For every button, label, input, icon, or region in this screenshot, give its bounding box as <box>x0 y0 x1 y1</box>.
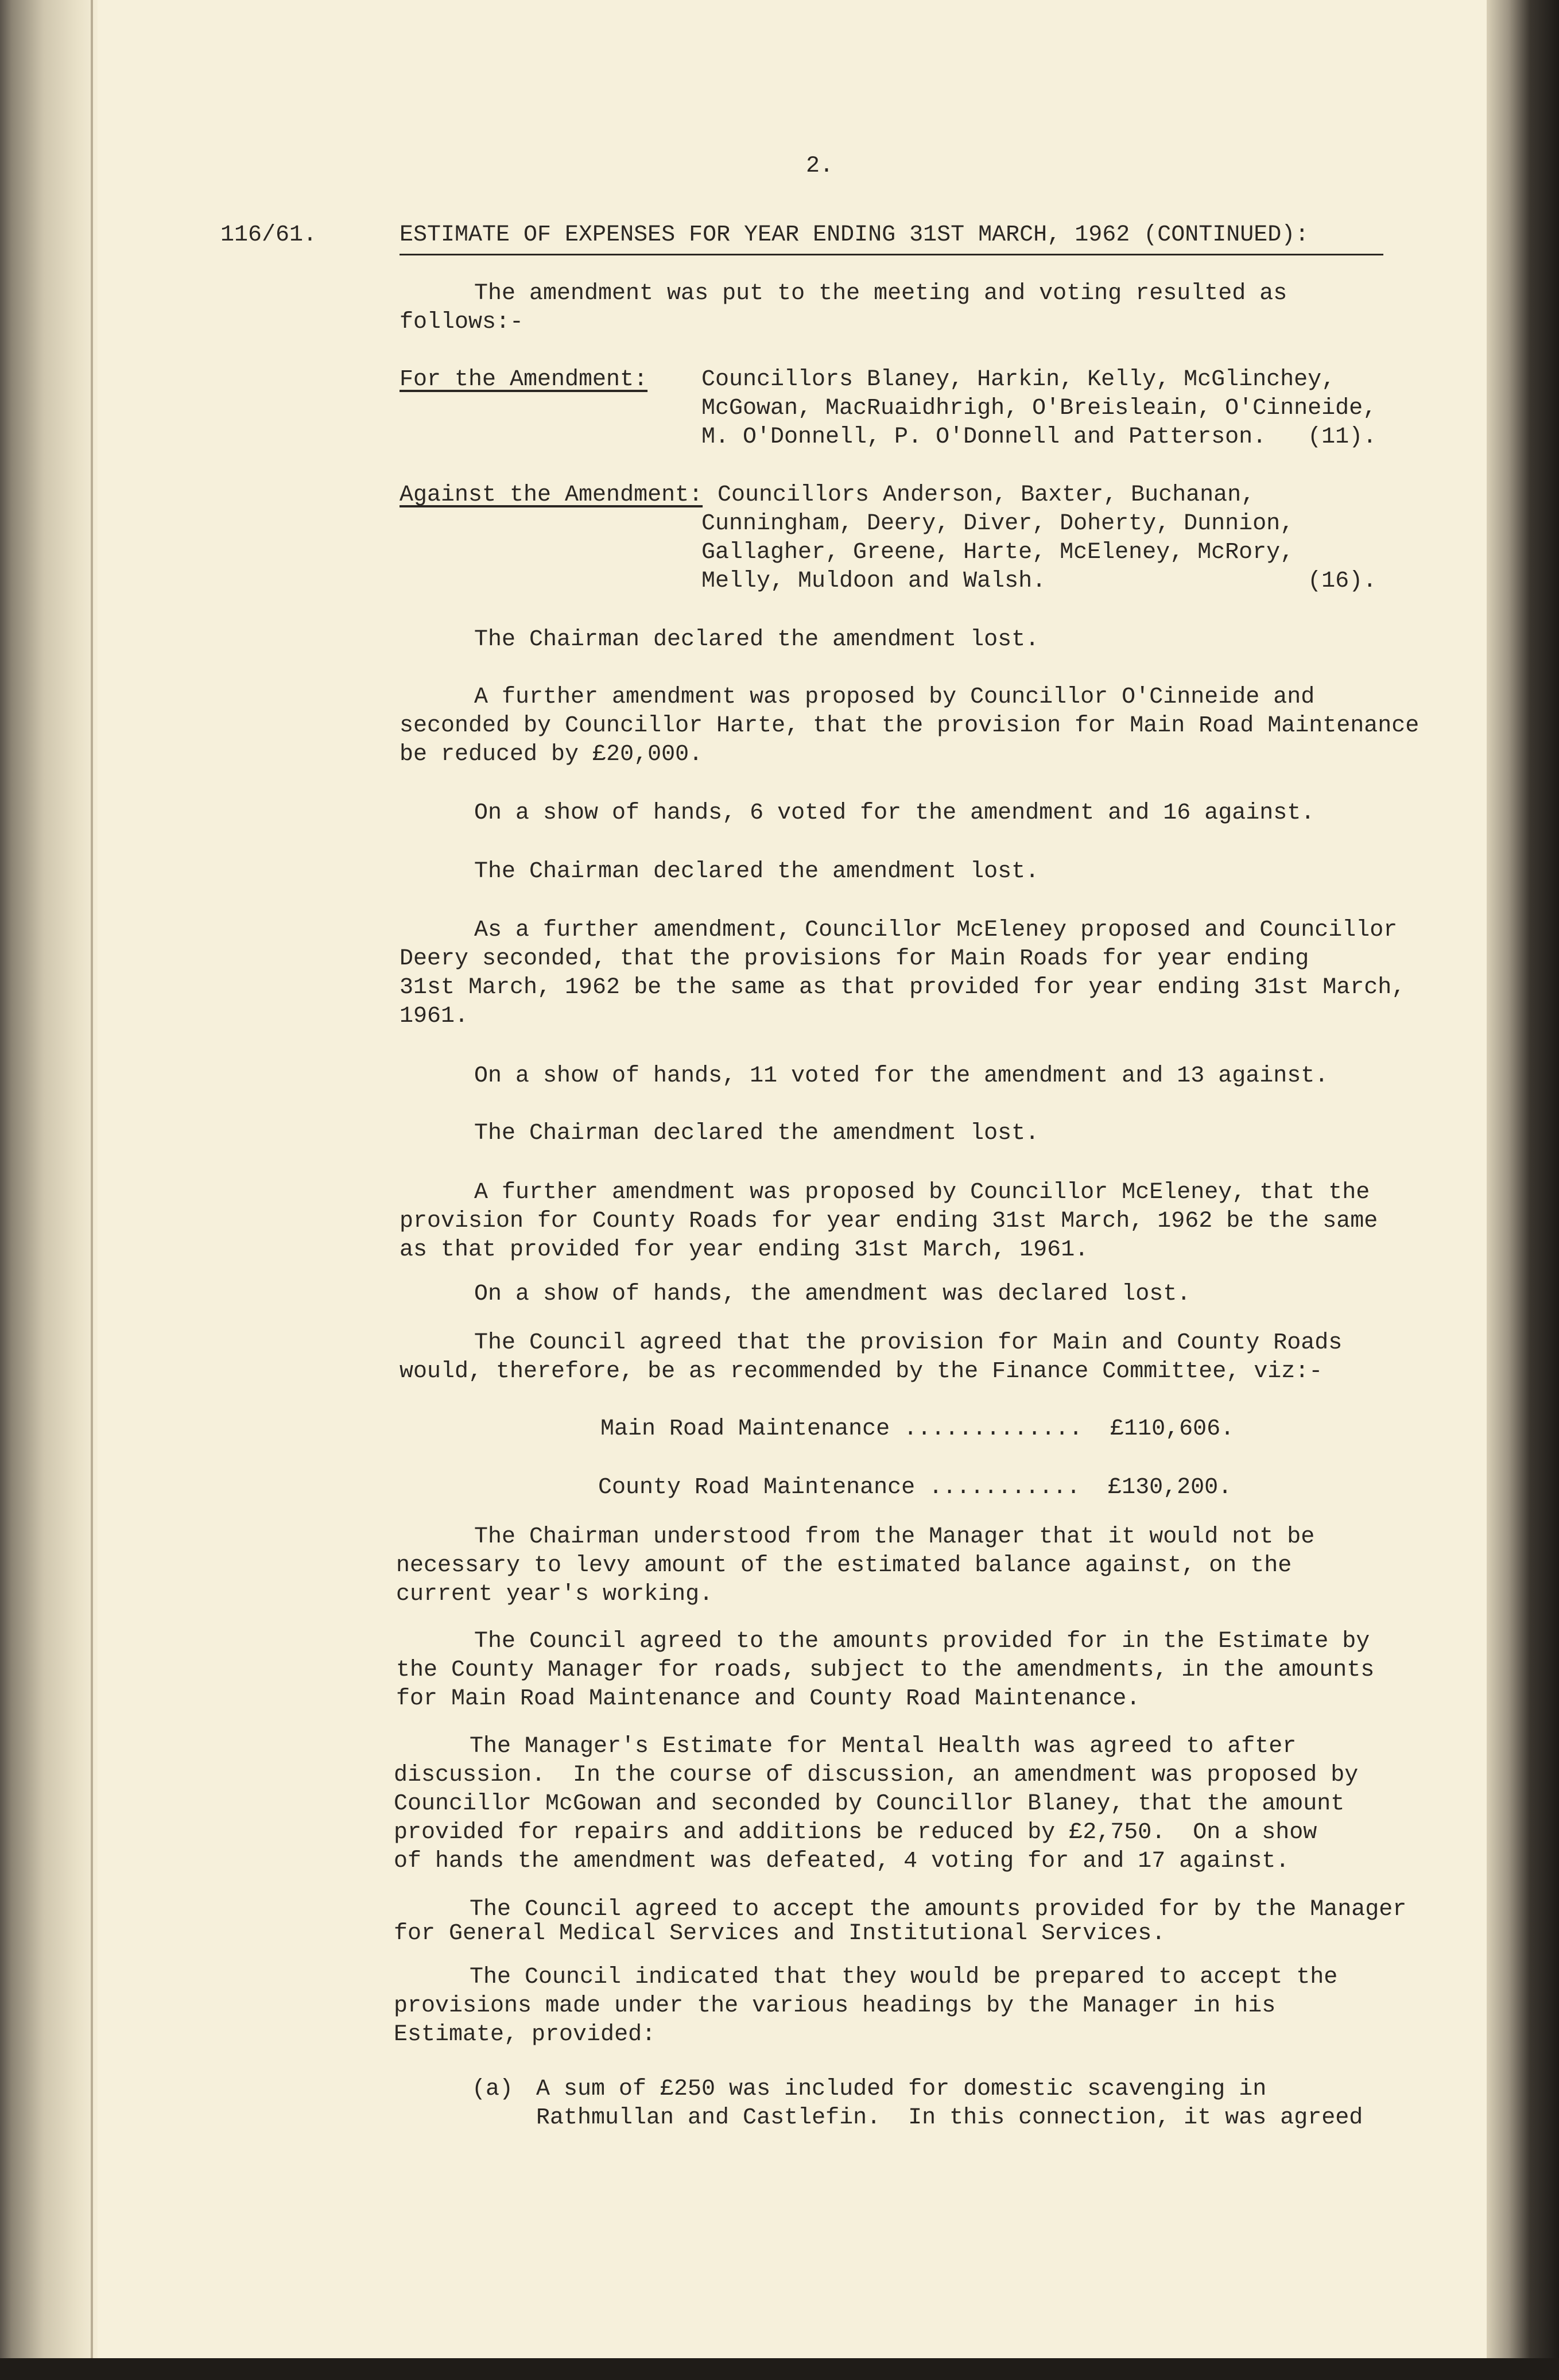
paragraph-line: provision for County Roads for year ending 31st March, 1962 be the same <box>400 1208 1378 1234</box>
minute-number: 116/61. <box>220 222 317 248</box>
paragraph-line: The amendment was put to the meeting and voting resulted as <box>474 281 1287 307</box>
page-edge-shadow <box>1487 0 1559 2380</box>
paragraph-line: Estimate, provided: <box>394 2022 656 2048</box>
list-item-line: A sum of £250 was included for domestic scavenging in <box>536 2076 1267 2102</box>
paragraph-line: On a show of hands, the amendment was declared lost. <box>474 1281 1191 1307</box>
list-marker: (a) <box>472 2076 514 2102</box>
paragraph-line: As a further amendment, Councillor McEleney proposed and Councillor <box>474 917 1398 943</box>
vote-label-for: For the Amendment: <box>400 367 648 393</box>
page-number: 2. <box>806 153 834 179</box>
paragraph-line: The Council indicated that they would be prepared to accept the <box>470 1964 1338 1990</box>
vote-names-against: Melly, Muldoon and Walsh. (16). <box>701 568 1377 594</box>
paragraph-line: The Chairman declared the amendment lost. <box>474 1121 1040 1146</box>
estimate-item: Main Road Maintenance ............. £110,606. <box>600 1416 1235 1442</box>
vote-label-against: Against the Amendment: <box>400 482 703 508</box>
vote-names-for: McGowan, MacRuaidhrigh, O'Breisleain, O'Cinneide, <box>701 396 1377 421</box>
paragraph-line: The Council agreed that the provision for Main and County Roads <box>474 1330 1343 1356</box>
paragraph-line: On a show of hands, 11 voted for the amendment and 13 against. <box>474 1063 1329 1089</box>
estimate-item: County Road Maintenance ........... £130,200. <box>598 1475 1232 1501</box>
scan-bottom-border <box>0 2358 1559 2380</box>
paragraph-line: A further amendment was proposed by Councillor McEleney, that the <box>474 1180 1370 1205</box>
paragraph-line: current year's working. <box>396 1582 713 1607</box>
paragraph-line: the County Manager for roads, subject to the amendments, in the amounts <box>396 1657 1375 1683</box>
paragraph-line: On a show of hands, 6 voted for the amendment and 16 against. <box>474 800 1315 826</box>
paragraph-line: A further amendment was proposed by Councillor O'Cinneide and <box>474 684 1315 710</box>
binding-crease <box>91 0 93 2380</box>
paragraph-line: The Council agreed to accept the amounts provided for by the Manager <box>470 1897 1407 1922</box>
paragraph-line: The Manager's Estimate for Mental Health was agreed to after <box>470 1734 1297 1759</box>
section-heading: ESTIMATE OF EXPENSES FOR YEAR ENDING 31ST MARCH, 1962 (CONTINUED): <box>400 222 1309 248</box>
paragraph-line: 31st March, 1962 be the same as that provided for year ending 31st March, <box>400 975 1406 1001</box>
paragraph-line: The Chairman understood from the Manager that it would not be <box>474 1524 1315 1550</box>
paragraph-line: of hands the amendment was defeated, 4 voting for and 17 against. <box>394 1848 1290 1874</box>
paragraph-line: provisions made under the various headings by the Manager in his <box>394 1993 1276 2019</box>
paragraph-line: 1961. <box>400 1003 469 1029</box>
list-item-line: Rathmullan and Castlefin. In this connection, it was agreed <box>536 2105 1363 2131</box>
paragraph-line: necessary to levy amount of the estimated balance against, on the <box>396 1553 1292 1579</box>
vote-names-against: Cunningham, Deery, Diver, Doherty, Dunnion, <box>701 511 1294 537</box>
paragraph-line: discussion. In the course of discussion, an amendment was proposed by <box>394 1762 1359 1788</box>
paragraph-line: follows:- <box>400 309 524 335</box>
paragraph-line: Councillor McGowan and seconded by Councillor Blaney, that the amount <box>394 1791 1345 1817</box>
paragraph-line: provided for repairs and additions be reduced by £2,750. On a show <box>394 1820 1317 1846</box>
paragraph-line: The Chairman declared the amendment lost. <box>474 859 1040 885</box>
vote-names-against: Councillors Anderson, Baxter, Buchanan, <box>718 482 1255 508</box>
paragraph-line: be reduced by £20,000. <box>400 742 703 768</box>
paragraph-line: Deery seconded, that the provisions for Main Roads for year ending <box>400 946 1309 972</box>
paragraph-line: seconded by Councillor Harte, that the provision for Main Road Maintenance <box>400 713 1420 739</box>
paragraph-line: The Council agreed to the amounts provided for in the Estimate by <box>474 1629 1370 1654</box>
paragraph-line: The Chairman declared the amendment lost. <box>474 627 1040 653</box>
paragraph-line: as that provided for year ending 31st March, 1961. <box>400 1237 1089 1263</box>
paragraph-line: would, therefore, be as recommended by the Finance Committee, viz:- <box>400 1359 1323 1385</box>
paragraph-line: for General Medical Services and Institutional Services. <box>394 1921 1166 1947</box>
paragraph-line: for Main Road Maintenance and County Road Maintenance. <box>396 1686 1141 1712</box>
page-binding-shadow <box>0 0 98 2380</box>
vote-names-for: M. O'Donnell, P. O'Donnell and Patterson. (11). <box>701 424 1377 450</box>
heading-underline <box>400 254 1383 255</box>
vote-names-for: Councillors Blaney, Harkin, Kelly, McGlinchey, <box>701 367 1336 393</box>
vote-names-against: Gallagher, Greene, Harte, McEleney, McRory, <box>701 540 1294 565</box>
